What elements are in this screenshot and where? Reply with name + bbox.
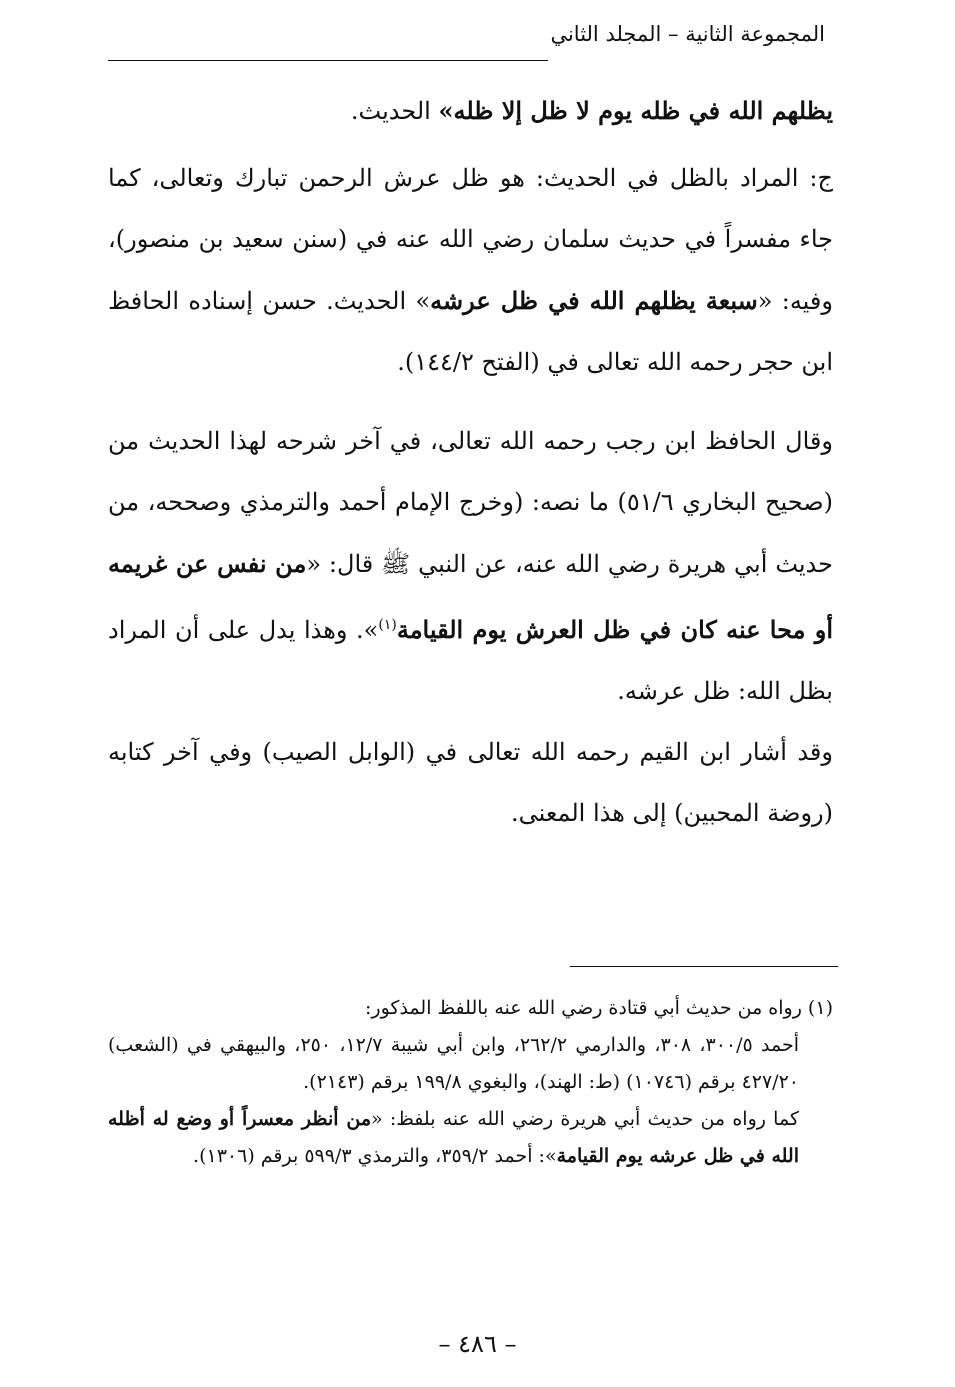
footnote-rule: [570, 966, 838, 967]
footnotes: [108, 990, 833, 1175]
running-header: المجموعة الثانية – المجلد الثاني: [550, 22, 825, 46]
paragraph-2-text-a: ج: المراد بالظل في الحديث: هو ظل عرش الرحمن تبارك وتعالى، كما جاء مفسراً في حديث سلمان رضي الله عنه في (سنن سعيد بن منصور)، وفيه: «: [108, 164, 833, 315]
paragraph-2-text-b: » الحديث. حسن إسناده الحافظ ابن حجر رحمه الله تعالى في (الفتح ١٤٤/٢).: [108, 287, 833, 376]
hadith-quote-2: سبعة يظلهم الله في ظل عرشه: [430, 286, 758, 315]
footnote-line-3-text-a: كما رواه من حديث أبي هريرة رضي الله عنه بلفظ: «: [371, 1108, 800, 1130]
page-number: – ٤٨٦ –: [438, 1330, 517, 1358]
paragraph-1-rest: الحديث.: [350, 97, 439, 125]
paragraph-3-text-b: ». وهذا يدل على أن المراد بظل الله: ظل عرشه.: [108, 616, 833, 705]
paragraph-1: [108, 80, 833, 142]
paragraph-3: [108, 411, 833, 722]
footnote-line-3: [108, 1101, 833, 1175]
footnote-reference: (١): [378, 617, 397, 633]
footnote-line-3-text-b: »: أحمد ٣٥٩/٢، والترمذي ٥٩٩/٣ برقم (١٣٠٦).: [193, 1145, 557, 1167]
paragraph-3-text-a: وقال الحافظ ابن رجب رحمه الله تعالى، في آخر شرحه لهذا الحديث من (صحيح البخاري ٥١/٦) ما نصه: (وخرج الإمام أحمد والترمذي وصححه، من حديث أبي هريرة رضي الله عنه، عن النبي ﷺ قال: «: [108, 427, 833, 578]
paragraph-4-text: وقد أشار ابن القيم رحمه الله تعالى في (الوابل الصيب) وفي آخر كتابه (روضة المحبين) إلى هذا المعنى.: [108, 738, 833, 827]
hadith-quote-3: من نفس عن غريمه أو محا عنه كان في ظل العرش يوم القيامة: [108, 549, 834, 644]
footnote-hadith-quote: من أنظر معسراً أو وضع له أظله الله في ظل عرشه يوم القيامة: [108, 1108, 799, 1167]
hadith-quote-1: يظلهم الله في ظله يوم لا ظل إلا ظله»: [438, 96, 833, 125]
paragraph-4: [108, 722, 833, 844]
header-rule: [108, 60, 548, 61]
main-text: [108, 80, 833, 844]
footnote-line-2: أحمد ٣٠٠/٥، ٣٠٨، والدارمي ٢٦٢/٢، وابن أبي شيبة ١٢/٧، ٢٥٠، والبيهقي في (الشعب) ٤٢٧/٢٠ برقم (١٠٧٤٦) (ط: الهند)، والبغوي ١٩٩/٨ برقم (٢١٤٣).: [108, 1034, 799, 1093]
paragraph-2: [108, 148, 833, 393]
footnote-line-1: (١) رواه من حديث أبي قتادة رضي الله عنه باللفظ المذكور:: [365, 997, 833, 1019]
